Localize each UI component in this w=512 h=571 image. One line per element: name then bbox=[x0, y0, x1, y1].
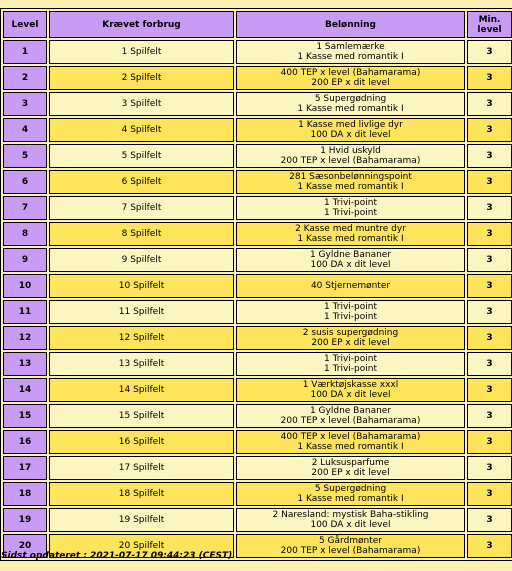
reward-line: 100 DA x dit level bbox=[310, 390, 391, 400]
min-level-cell: 3 bbox=[467, 40, 512, 64]
usage-cell: 2 Spilfelt bbox=[49, 66, 234, 90]
level-cell: 14 bbox=[3, 378, 47, 402]
table-row bbox=[3, 430, 512, 454]
min-level-cell: 3 bbox=[467, 456, 512, 480]
reward-cell bbox=[236, 196, 465, 220]
table-row bbox=[3, 404, 512, 428]
reward-line: 1 Gyldne Bananer bbox=[309, 406, 392, 416]
table-row bbox=[3, 508, 512, 532]
usage-cell: 19 Spilfelt bbox=[49, 508, 234, 532]
reward-line: 1 Trivi-point bbox=[324, 364, 377, 374]
reward-line: 1 Trivi-point bbox=[324, 302, 377, 312]
reward-line: 1 Kasse med livlige dyr bbox=[298, 120, 403, 130]
min-level-cell: 3 bbox=[467, 248, 512, 272]
reward-line: 40 Stjernemønter bbox=[310, 281, 391, 291]
reward-line: 400 TEP x level (Bahamarama) bbox=[280, 68, 421, 78]
reward-line: 200 EP x dit level bbox=[311, 468, 390, 478]
reward-line: 1 Værktøjskasse xxxl bbox=[302, 380, 399, 390]
min-level-cell: 3 bbox=[467, 352, 512, 376]
reward-line: 1 Trivi-point bbox=[324, 208, 377, 218]
reward-line: 5 Supergødning bbox=[314, 94, 387, 104]
min-level-cell: 3 bbox=[467, 326, 512, 350]
reward-cell bbox=[236, 118, 465, 142]
reward-cell bbox=[236, 144, 465, 168]
usage-cell: 18 Spilfelt bbox=[49, 482, 234, 506]
usage-cell: 20 Spilfelt bbox=[49, 534, 234, 558]
min-level-cell: 3 bbox=[467, 378, 512, 402]
usage-cell: 6 Spilfelt bbox=[49, 170, 234, 194]
reward-cell bbox=[236, 326, 465, 350]
min-level-cell: 3 bbox=[467, 118, 512, 142]
reward-cell bbox=[236, 222, 465, 246]
min-level-cell: 3 bbox=[467, 300, 512, 324]
header-usage: Krævet forbrug bbox=[49, 11, 234, 38]
header-min-level bbox=[467, 11, 512, 38]
header-level: Level bbox=[3, 11, 47, 38]
level-cell: 3 bbox=[3, 92, 47, 116]
usage-cell: 12 Spilfelt bbox=[49, 326, 234, 350]
usage-cell: 17 Spilfelt bbox=[49, 456, 234, 480]
table-row bbox=[3, 170, 512, 194]
reward-cell bbox=[236, 378, 465, 402]
reward-cell bbox=[236, 352, 465, 376]
reward-line: 1 Trivi-point bbox=[324, 312, 377, 322]
table-row bbox=[3, 118, 512, 142]
reward-line: 1 Gyldne Bananer bbox=[309, 250, 392, 260]
level-cell: 13 bbox=[3, 352, 47, 376]
min-level-cell: 3 bbox=[467, 508, 512, 532]
level-cell: 6 bbox=[3, 170, 47, 194]
reward-cell bbox=[236, 456, 465, 480]
reward-line: 1 Kasse med romantik I bbox=[297, 442, 404, 452]
level-cell: 10 bbox=[3, 274, 47, 298]
table-row bbox=[3, 40, 512, 64]
reward-line: 100 DA x dit level bbox=[310, 130, 391, 140]
table-row bbox=[3, 352, 512, 376]
table-row bbox=[3, 326, 512, 350]
reward-line: 1 Trivi-point bbox=[324, 354, 377, 364]
reward-cell bbox=[236, 40, 465, 64]
level-cell: 1 bbox=[3, 40, 47, 64]
level-cell: 8 bbox=[3, 222, 47, 246]
reward-line: 200 TEP x level (Bahamarama) bbox=[280, 156, 421, 166]
level-cell: 12 bbox=[3, 326, 47, 350]
min-level-cell: 3 bbox=[467, 92, 512, 116]
table-row bbox=[3, 92, 512, 116]
reward-line: 200 EP x dit level bbox=[311, 78, 390, 88]
reward-line: 2 Naresland: mystisk Baha-stikling bbox=[272, 510, 429, 520]
min-level-cell: 3 bbox=[467, 66, 512, 90]
min-level-cell: 3 bbox=[467, 430, 512, 454]
reward-line: 5 Gårdmønter bbox=[318, 536, 383, 546]
min-level-cell: 3 bbox=[467, 274, 512, 298]
usage-cell: 16 Spilfelt bbox=[49, 430, 234, 454]
reward-line: 1 Kasse med romantik I bbox=[297, 182, 404, 192]
reward-line: 2 Luksusparfume bbox=[311, 458, 390, 468]
table-row bbox=[3, 66, 512, 90]
reward-cell bbox=[236, 170, 465, 194]
min-level-cell: 3 bbox=[467, 222, 512, 246]
level-cell: 15 bbox=[3, 404, 47, 428]
usage-cell: 7 Spilfelt bbox=[49, 196, 234, 220]
usage-cell: 8 Spilfelt bbox=[49, 222, 234, 246]
table-row bbox=[3, 274, 512, 298]
reward-line: 1 Kasse med romantik I bbox=[297, 234, 404, 244]
min-level-cell: 3 bbox=[467, 144, 512, 168]
reward-cell bbox=[236, 248, 465, 272]
level-cell: 19 bbox=[3, 508, 47, 532]
reward-line: 400 TEP x level (Bahamarama) bbox=[280, 432, 421, 442]
reward-line: 1 Hvid uskyld bbox=[320, 146, 381, 156]
level-cell: 16 bbox=[3, 430, 47, 454]
table-row bbox=[3, 144, 512, 168]
levels-table bbox=[0, 8, 512, 561]
reward-line: 1 Kasse med romantik I bbox=[297, 52, 404, 62]
min-level-cell: 3 bbox=[467, 534, 512, 558]
level-cell: 5 bbox=[3, 144, 47, 168]
reward-line: 200 EP x dit level bbox=[311, 338, 390, 348]
reward-line: 200 TEP x level (Bahamarama) bbox=[280, 416, 421, 426]
usage-cell: 10 Spilfelt bbox=[49, 274, 234, 298]
reward-line: 281 Sæsonbelønningspoint bbox=[289, 172, 412, 182]
reward-line: 1 Trivi-point bbox=[324, 198, 377, 208]
usage-cell: 1 Spilfelt bbox=[49, 40, 234, 64]
table-row bbox=[3, 248, 512, 272]
reward-cell bbox=[236, 300, 465, 324]
header-reward: Belønning bbox=[236, 11, 465, 38]
usage-cell: 9 Spilfelt bbox=[49, 248, 234, 272]
usage-cell: 13 Spilfelt bbox=[49, 352, 234, 376]
level-cell: 11 bbox=[3, 300, 47, 324]
usage-cell: 5 Spilfelt bbox=[49, 144, 234, 168]
reward-line: 1 Kasse med romantik I bbox=[297, 104, 404, 114]
usage-cell: 4 Spilfelt bbox=[49, 118, 234, 142]
table-row bbox=[3, 482, 512, 506]
level-cell: 4 bbox=[3, 118, 47, 142]
min-level-cell: 3 bbox=[467, 170, 512, 194]
reward-cell bbox=[236, 66, 465, 90]
reward-line: 5 Supergødning bbox=[314, 484, 387, 494]
reward-cell bbox=[236, 534, 465, 558]
usage-cell: 14 Spilfelt bbox=[49, 378, 234, 402]
level-cell: 17 bbox=[3, 456, 47, 480]
reward-line: 1 Samlemærke bbox=[316, 42, 385, 52]
level-cell: 2 bbox=[3, 66, 47, 90]
reward-line: 1 Kasse med romantik I bbox=[297, 494, 404, 504]
table-row bbox=[3, 456, 512, 480]
table-row bbox=[3, 222, 512, 246]
reward-line: 2 Kasse med muntre dyr bbox=[295, 224, 406, 234]
min-level-cell: 3 bbox=[467, 482, 512, 506]
reward-cell bbox=[236, 274, 465, 298]
usage-cell: 15 Spilfelt bbox=[49, 404, 234, 428]
level-cell: 9 bbox=[3, 248, 47, 272]
level-cell: 7 bbox=[3, 196, 47, 220]
reward-line: 100 DA x dit level bbox=[310, 260, 391, 270]
table-row bbox=[3, 300, 512, 324]
table-header-row bbox=[3, 11, 512, 38]
level-cell: 20 bbox=[3, 534, 47, 558]
min-level-cell: 3 bbox=[467, 196, 512, 220]
reward-line: 200 TEP x level (Bahamarama) bbox=[280, 546, 421, 556]
table-row bbox=[3, 196, 512, 220]
reward-line: 2 susis supergødning bbox=[302, 328, 399, 338]
reward-line: 100 DA x dit level bbox=[310, 520, 391, 530]
reward-cell bbox=[236, 404, 465, 428]
header-min-level-text: Min. level bbox=[477, 14, 502, 35]
min-level-cell: 3 bbox=[467, 404, 512, 428]
reward-cell bbox=[236, 430, 465, 454]
reward-cell bbox=[236, 92, 465, 116]
reward-cell bbox=[236, 508, 465, 532]
usage-cell: 11 Spilfelt bbox=[49, 300, 234, 324]
reward-cell bbox=[236, 482, 465, 506]
level-cell: 18 bbox=[3, 482, 47, 506]
table-row bbox=[3, 378, 512, 402]
last-updated: Sidst opdateret : 2021-07-17 09:44:23 (CEST) bbox=[1, 551, 233, 561]
usage-cell: 3 Spilfelt bbox=[49, 92, 234, 116]
